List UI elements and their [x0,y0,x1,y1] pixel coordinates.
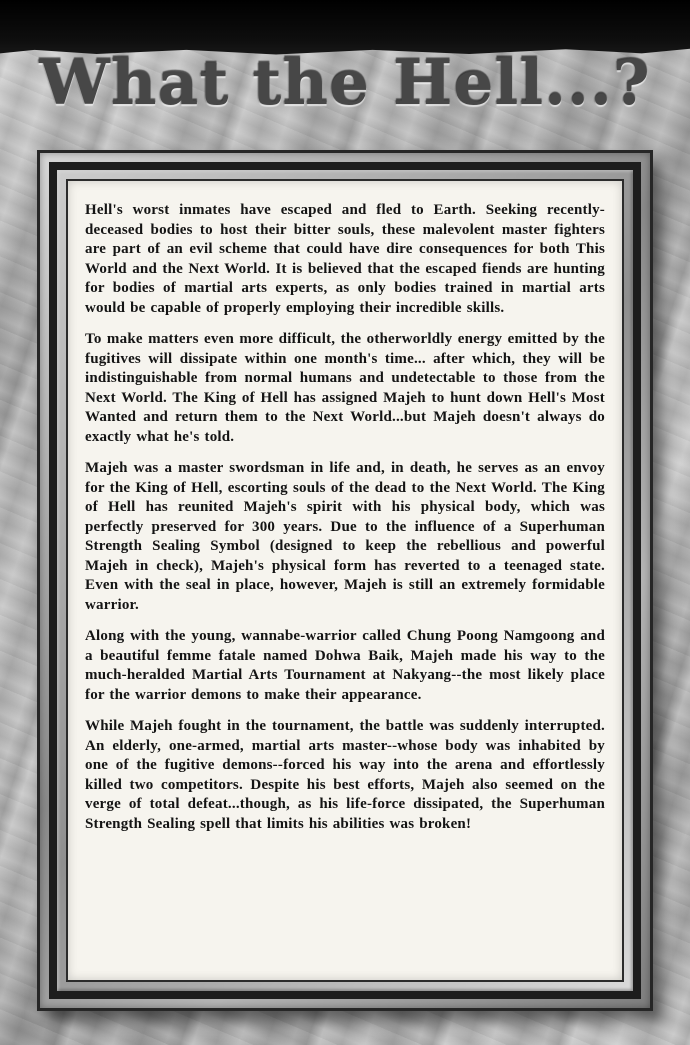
synopsis-text-panel [66,179,624,982]
page-title: What the Hell...? [39,48,651,119]
synopsis-paragraph-1: Hell's worst inmates have escaped and fled to Earth. Seeking recently-deceased bodies to host their bitter souls, these malevolent master fighters are part of an evil scheme that could have dire consequences for both This World and the Next World. It is believed that the escaped fiends are hunting for bodies of martial arts experts, as only bodies trained in martial arts would be capable of properly employing their incredible skills. [85,202,605,316]
top-border-bar [0,0,690,58]
synopsis-frame-inner [49,162,641,999]
synopsis-paragraph-3: Majeh was a master swordsman in life and, in death, he serves as an envoy for the King of Hell, escorting souls of the dead to the Next World. The King of Hell has reunited Majeh's spirit with his physical body, which was perfectly preserved for 300 years. Due to the influence of a Superhuman Strength Sealing Symbol (designed to keep the rebellious and powerful Majeh in check), Majeh's physical form has reverted to a teenaged state. Even with the seal in place, however, Majeh is still an extremely formidable warrior. [85,460,605,613]
synopsis-paragraph-2: To make matters even more difficult, the otherworldly energy emitted by the fugitives will dissipate within one month's time... after which, they will be indistinguishable from normal humans and undetectable to those from the Next World. The King of Hell has assigned Majeh to hunt down Hell's Most Wanted and return them to the Next World...but Majeh doesn't always do exactly what he's told. [85,331,605,445]
synopsis-paragraph-4: Along with the young, wannabe-warrior called Chung Poong Namgoong and a beautiful femme fatale named Dohwa Baik, Majeh made his way to the much-heralded Martial Arts Tournament at Nakyang--the most likely place for the warrior demons to make their appearance. [85,628,605,703]
synopsis-frame-outer [37,150,653,1011]
synopsis-paragraph-5: While Majeh fought in the tournament, the battle was suddenly interrupted. An elderly, one-armed, martial arts master--whose body was inhabited by one of the fugitive demons--forced his way into the arena and effortlessly killed two competitors. Despite his best efforts, Majeh also seemed on the verge of total defeat...though, as his life-force dissipated, the Superhuman Strength Sealing spell that limits his abilities was broken! [85,718,605,832]
